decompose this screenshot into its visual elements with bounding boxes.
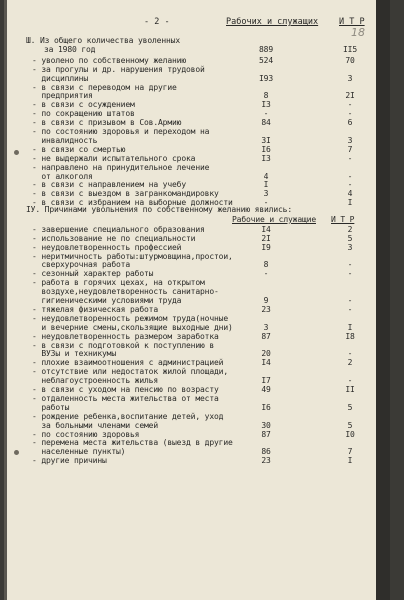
value-itr: - xyxy=(347,171,353,181)
row-label: гигиеническими условиями труда xyxy=(32,296,182,305)
row-label: - отсутствие или недостаток жилой площади, xyxy=(32,367,228,377)
row-label: - в связи со смертью xyxy=(32,144,126,154)
value-itr: - xyxy=(347,349,353,359)
value-itr: - xyxy=(347,296,353,305)
value-itr: - xyxy=(347,376,353,386)
row-label: - уволено по собственному желанию xyxy=(32,55,186,65)
row-label: - работа в горячих цехах, на открытом xyxy=(32,278,205,288)
value-itr: 3 xyxy=(347,135,353,145)
value-workers: I9 xyxy=(261,242,271,252)
punch-hole xyxy=(14,450,19,455)
row-label: - в связи с избранием на выборные должности xyxy=(32,198,233,208)
section4-title: IУ. Причинами увольнения по собственному желанию явились: xyxy=(26,205,292,214)
row-label: работы xyxy=(32,402,70,412)
row-label: - в связи с переводом на другие xyxy=(32,82,177,92)
value-itr: 2 xyxy=(347,358,353,368)
row-label: - завершение специального образования xyxy=(32,224,205,234)
value-workers: 87 xyxy=(261,331,271,341)
value-itr: - xyxy=(347,180,353,190)
section3-title: за 1980 год xyxy=(44,44,96,54)
row-label: - в связи с уходом на пенсию по возрасту xyxy=(32,385,219,394)
row-label: населенные пункты) xyxy=(32,447,126,457)
value-itr: - xyxy=(347,153,353,163)
row-label: - направлено на принудительное лечение xyxy=(32,162,210,172)
value-workers: 8 xyxy=(263,91,269,101)
value-workers: 8 xyxy=(263,260,269,270)
value-workers: - xyxy=(263,198,269,208)
value-workers: 2I xyxy=(261,233,271,243)
value-itr: 2 xyxy=(347,224,353,234)
value-itr: 3 xyxy=(347,242,353,252)
row-label: и вечерние смены,скользящие выходные дни) xyxy=(32,322,233,332)
row-label: ВУЗы и техникумы xyxy=(32,349,116,359)
value-workers: 84 xyxy=(261,118,271,128)
value-workers: I3 xyxy=(261,100,271,110)
value-itr: I xyxy=(347,456,353,466)
row-label: предприятия xyxy=(32,91,93,101)
value-workers: I4 xyxy=(261,224,271,234)
page-number: - 2 - xyxy=(144,17,170,27)
row-label: - рождение ребенка,воспитание детей, уход xyxy=(32,411,224,421)
value-workers: 23 xyxy=(261,304,271,314)
section3-title: Ш. Из общего количества уволенных xyxy=(26,36,180,45)
row-label: неблагоустроенность жилья xyxy=(32,376,158,386)
row-label: - в связи с выездом в загранкомандировку xyxy=(32,189,219,199)
section4-col-workers: Рабочие и служащие xyxy=(232,214,316,224)
row-label: - по состоянию здоровья и переходом на xyxy=(32,127,210,136)
value-itr: 6 xyxy=(347,118,353,128)
value-workers: 524 xyxy=(259,55,273,65)
value-workers: I xyxy=(263,180,269,190)
value-workers: - xyxy=(263,269,269,279)
value-itr: 3 xyxy=(347,73,353,83)
row-label: - в связи с осуждением xyxy=(32,100,135,110)
value-workers: I3 xyxy=(261,153,271,163)
row-label: - неудовлетворенность размером заработка xyxy=(32,331,219,341)
row-label: - за прогулы и др. нарушения трудовой xyxy=(32,64,205,74)
row-label: - неудовлетворенность профессией xyxy=(32,242,182,252)
value-workers: I6 xyxy=(261,402,271,412)
value-workers: I93 xyxy=(259,73,273,83)
value-workers: 30 xyxy=(261,420,271,430)
value-workers: 3 xyxy=(263,322,269,332)
document-page xyxy=(4,0,390,600)
row-label: - в связи с направлением на учебу xyxy=(32,180,186,190)
value-itr: 5 xyxy=(347,402,353,412)
punch-hole xyxy=(14,150,19,155)
value-itr: - xyxy=(347,304,353,314)
row-label: - неритмичность работы:штурмовщина,простои, xyxy=(32,251,233,261)
value-itr: 2I xyxy=(345,91,355,101)
value-itr: II xyxy=(345,385,355,394)
row-label: дисциплины xyxy=(32,73,88,83)
value-itr: 70 xyxy=(345,55,355,65)
row-label: воздухе,неудовлетворенность санитарно- xyxy=(32,287,219,297)
value-workers: 9 xyxy=(263,296,269,305)
row-label: сверхурочная работа xyxy=(32,260,130,270)
row-label: - отдаленность места жительства от места xyxy=(32,393,219,403)
total-itr: II5 xyxy=(343,44,357,54)
section4-col-itr: И Т Р xyxy=(331,214,355,224)
header-col-workers: Рабочих и служащих xyxy=(226,17,319,27)
value-workers: 49 xyxy=(261,385,271,394)
value-workers: I7 xyxy=(261,376,271,386)
value-itr: - xyxy=(347,269,353,279)
scan-dark-edge xyxy=(376,0,390,600)
value-workers: I4 xyxy=(261,358,271,368)
value-itr: - xyxy=(347,109,353,119)
row-label: - по состоянию здоровья xyxy=(32,429,140,439)
pencil-page-mark: 18 xyxy=(351,26,365,39)
value-itr: 7 xyxy=(347,144,353,154)
value-workers: 86 xyxy=(261,447,271,457)
row-label: за больными членами семей xyxy=(32,420,158,430)
value-workers: 20 xyxy=(261,349,271,359)
row-label: - другие причины xyxy=(32,456,107,466)
row-label: - в связи с призывом в Сов.Армию xyxy=(32,118,182,128)
value-workers: 23 xyxy=(261,456,271,466)
value-workers: 3I xyxy=(261,135,271,145)
value-itr: I xyxy=(347,198,353,208)
row-label: - тяжелая физическая работа xyxy=(32,304,158,314)
binding-edge xyxy=(4,0,7,600)
value-workers: 3 xyxy=(263,189,269,199)
row-label: - плохие взаимоотношения с администрацией xyxy=(32,358,224,368)
value-itr: 7 xyxy=(347,447,353,457)
value-workers: - xyxy=(263,109,269,119)
value-itr: 4 xyxy=(347,189,353,199)
row-label: от алкоголя xyxy=(32,171,93,181)
value-itr: I8 xyxy=(345,331,355,341)
value-itr: 5 xyxy=(347,233,353,243)
row-label: - сезонный характер работы xyxy=(32,269,154,279)
value-itr: 5 xyxy=(347,420,353,430)
value-workers: 4 xyxy=(263,171,269,181)
value-itr: I xyxy=(347,322,353,332)
value-itr: - xyxy=(347,260,353,270)
value-itr: I0 xyxy=(345,429,355,439)
value-workers: I6 xyxy=(261,144,271,154)
header-col-itr: И Т Р xyxy=(339,17,365,27)
row-label: - перемена места жительства (выезд в другие xyxy=(32,438,233,448)
row-label: - неудовлетворенность режимом труда(ночные xyxy=(32,313,228,323)
value-workers: 87 xyxy=(261,429,271,439)
row-label: - не выдержали испытательного срока xyxy=(32,153,196,163)
row-label: инвалидность xyxy=(32,135,98,145)
total-workers: 889 xyxy=(259,44,273,54)
row-label: - в связи с подготовкой к поступлению в xyxy=(32,340,214,350)
row-label: - использование не по специальности xyxy=(32,233,196,243)
value-itr: - xyxy=(347,100,353,110)
row-label: - по сокращению штатов xyxy=(32,109,135,119)
